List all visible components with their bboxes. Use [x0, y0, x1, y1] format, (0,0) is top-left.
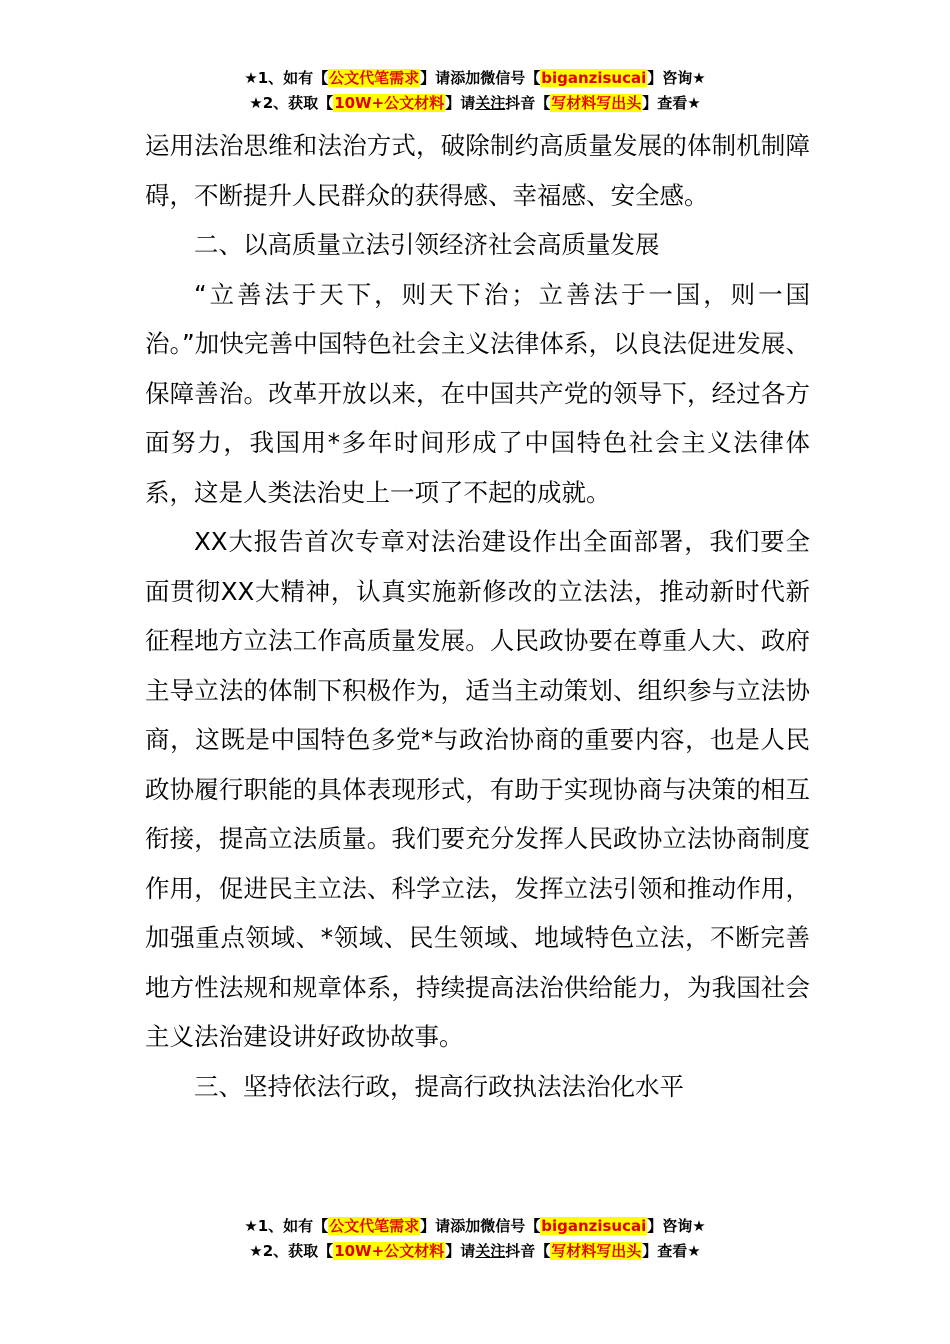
paragraph: XX大报告首次专章对法治建设作出全面部署，我们要全面贯彻XX大精神，认真实施新修改的立法法，推动新时代新征程地方立法工作高质量发展。人民政协要在尊重人大、政府主导立法的体制下积极作为，适当主动策划、组织参与立法协商，这既是中国特色多党*与政治协商的重要内容，也是人民政协履行职能的具体表现形式，有助于实现协商与决策的相互衔接，提高立法质量。我们要充分发挥人民政协立法协商制度作用，促进民主立法、科学立法，发挥立法引领和推动作用，加强重点领域、*领域、民生领域、地域特色立法，不断完善地方性法规和规章体系，持续提高法治供给能力，为我国社会主义法治建设讲好政协故事。: [145, 527, 810, 1051]
paragraph: “立善法于天下，则天下治；立善法于一国，则一国治。”加快完善中国特色社会主义法律体系，以良法促进发展、保障善治。改革开放以来，在中国共产党的领导下，经过各方面努力，我国用*多年时间形成了中国特色社会主义法律体系，这是人类法治史上一项了不起的成就。: [145, 279, 810, 507]
footer-banner: [0, 1214, 950, 1264]
banner-line-2: ★2、获取【10W+公文材料】请关注抖音【写材料写出头】查看★: [249, 1242, 701, 1260]
highlight-service: 公文代笔需求: [329, 1217, 420, 1235]
banner-line-1: ★1、如有【公文代笔需求】请添加微信号【biganzisucai】咨询★: [244, 1217, 706, 1235]
banner-line-2: ★2、获取【10W+公文材料】请关注抖音【写材料写出头】查看★: [249, 94, 701, 112]
highlight-materials: 10W+公文材料: [334, 94, 445, 112]
highlight-wechat-id: biganzisucai: [541, 69, 647, 87]
highlight-service: 公文代笔需求: [329, 69, 420, 87]
banner-line-1: ★1、如有【公文代笔需求】请添加微信号【biganzisucai】咨询★: [244, 69, 706, 87]
highlight-materials: 10W+公文材料: [334, 1242, 445, 1260]
highlight-wechat-id: biganzisucai: [541, 1217, 647, 1235]
section-heading-3: 三、坚持依法行政，提高行政执法法治化水平: [194, 1071, 684, 1101]
highlight-douyin: 写材料写出头: [551, 94, 642, 112]
highlight-douyin: 写材料写出头: [551, 1242, 642, 1260]
paragraph-continuation: 运用法治思维和法治方式，破除制约高质量发展的体制机制障碍，不断提升人民群众的获得感、幸福感、安全感。: [145, 131, 810, 210]
document-body: [145, 121, 810, 1111]
header-banner: [0, 66, 950, 116]
section-heading-2: 二、以高质量立法引领经济社会高质量发展: [194, 230, 660, 259]
